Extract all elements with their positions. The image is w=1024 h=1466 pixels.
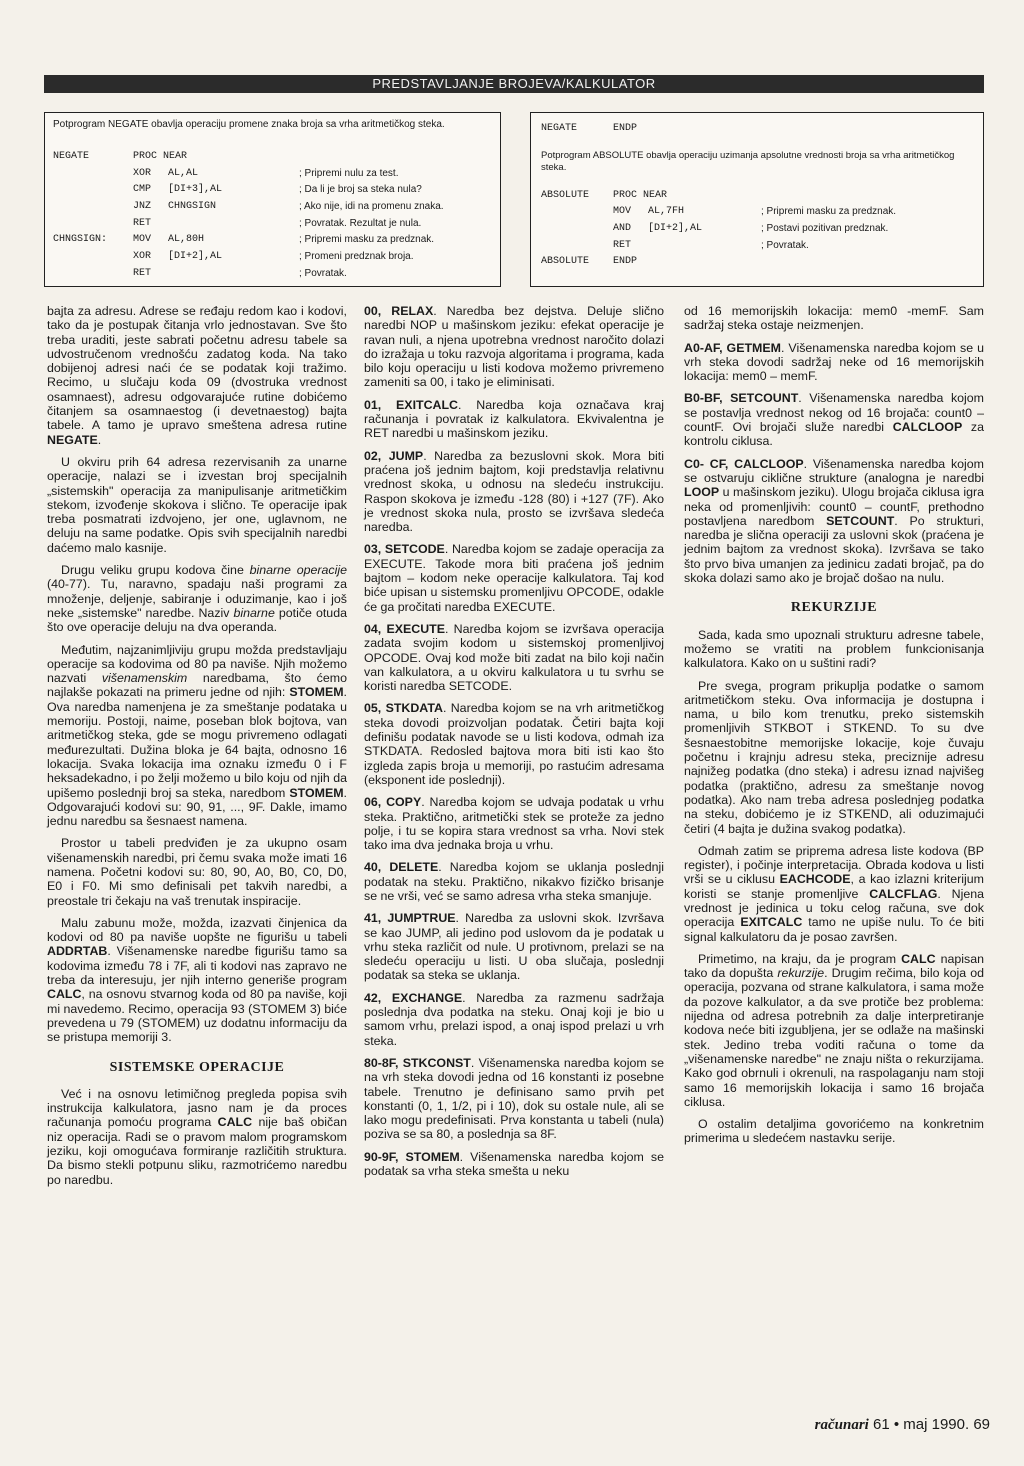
paragraph: B0-BF, SETCOUNT. Višenamenska naredba kojom se postavlja vrednost nekog od 16 brojača: count0 – countF. Ovi brojači služe naredbi CALCLOOP za kontrolu ciklusa. (684, 391, 984, 449)
paragraph: A0-AF, GETMEM. Višenamenska naredba kojom se u vrh steka dovodi sadržaj neke od 16 memorijskih lokacija: mem0 – memF. (684, 340, 984, 384)
instruction-code: 01, EXITCALC (364, 397, 458, 412)
text-column-1 (47, 304, 347, 1195)
code-row (541, 221, 973, 238)
paragraph: Malu zabunu može, možda, izazvati činjenica da kodovi od 80 pa naviše uopšte ne figurišu u tabeli ADDRTAB. Višenamenske naredbe figurišu tamo sa kodovima između 78 i 7F, ali ti kodovi nas zapravo ne treba da interesuju, jer njih interno generiše program CALC, na osnovu stvarnog koda od 80 pa naviše, koji mi navedemo. Recimo, operacija 93 (STOMEM 3) biće prevedena u 79 (STOMEM) uz dodatnu informaciju da se pristupa memoriji 3. (47, 915, 348, 1045)
code-row (53, 249, 492, 266)
instruction-entry (364, 622, 664, 693)
text-column-3 (684, 304, 984, 1154)
instruction-entry (364, 1056, 664, 1142)
paragraph: Već i na osnovu letimičnog pregleda popisa svih instrukcija kalkulatora, jasno nam je da proces računanja pomoću programa CALC nije baš običan niz operacija. Radi se o pravom malom programskom jeziku, koji omogućava formiranje različitih struktura. Da bismo stekli potpunu sliku, razmotrićemo naredbu po naredbu. (47, 1086, 347, 1187)
code-comment: ; Pripremi masku za predznak. (761, 206, 897, 218)
code-row (541, 254, 973, 271)
code-arg: [DI+2],AL (168, 251, 223, 263)
paragraph: Sada, kada smo upoznali strukturu adresne tabele, možemo se vratiti na problem funkcionisanja kalkulatora. Kako on u suštini radi? (684, 627, 984, 671)
code-arg: [DI+2],AL (648, 223, 703, 235)
instruction-code: 06, COPY (364, 795, 422, 810)
listing-negate (44, 112, 501, 287)
code-label: ABSOLUTE (541, 189, 590, 201)
instruction-text: . Naredba kojom se zadaje operacija za EXECUTE. Takode mora biti praćena još jednim bajtom – kodom neke operacije kalkulatora. Taj kod biće upisan u sistemsku promenljivu OPCODE, odakle će ga pročitati naredba EXECUTE. (364, 542, 664, 614)
paragraph: Primetimo, na kraju, da je program CALC napisan tako da dopušta rekurzije. Drugim rečima, bilo koja od operacija, pozvana od strane kalkulatora, i sama može da pozove kalkulator, a da sve protiče bez problema: nijedna od adresa potrebnih za dalje interpretiranje kodova neće biti izgubljena, jer se odlaže na mašinski stek. Jedino treba voditi računa o tome da „višenamenske naredbe" ne znaju ništa o rekurzijama. Kako god obrnuli i okrenuli, na raspolaganju nam stoji samo 16 memorijskih lokacija i samo 16 brojača ciklusa. (684, 951, 984, 1109)
code-op: RET (133, 217, 152, 229)
code-comment: ; Pripremi masku za predznak. (299, 234, 435, 246)
instruction-code: 40, DELETE (364, 860, 439, 875)
paragraph: bajta za adresu. Adrese se ređaju redom kao i kodovi, tako da je postupak čitanja vrlo jednostavan. Sve što treba uraditi, jeste sabrati početnu adresu tabele sa udvostručenom vrednošću zadatog koda. Na tako dobijenoj adresi naći će se podatak koji tražimo. Recimo, u slučaju koda 09 (dvostruka vrednost osamnaest), adresu odgovarajuće rutine dobićemo čitanjem sa osamnaestog (i devetnaestog) bajta tabele. A tamo je upravo smeštena adresa rutine NEGATE. (47, 304, 347, 447)
listing-caption: Potprogram NEGATE obavlja operaciju promene znaka broja sa vrha aritmetičkog steka. (53, 119, 445, 130)
instruction-entry (364, 449, 664, 535)
page-footer (670, 1416, 990, 1434)
instruction-text: . Naredba za uslovni skok. Izvršava se kao JUMP, ali jedino pod uslovom da je podatak u vrhu steka različit od nule. U protivnom, prelazi se na sledeću operaciju u listi. U oba slučaja, poslednji podatak sa steka se uklanja. (364, 911, 664, 983)
code-row (53, 166, 492, 183)
paragraph: od 16 memorijskih lokacija: mem0 -memF. Sam sadržaj steka ostaje neizmenjen. (684, 304, 984, 333)
code-op: AND (613, 223, 632, 235)
instruction-entry (364, 542, 664, 613)
code-arg: [DI+3],AL (168, 184, 223, 196)
code-op: MOV (133, 234, 152, 246)
instruction-text: . Višenamenska naredba kojom se na vrh steka dovodi jedna od 16 konstanti iz posebne tabele. Trenutno je definisano samo prvih pet konstanti (0, 1, 1/2, pi i 10), dok su ostale nule, ali se lako mogu predefinisati. Prva konstanta u tabeli (nula) poziva se sa 80, a poslednja sa 8F. (364, 1055, 665, 1142)
code-op: XOR (133, 167, 152, 179)
paragraph: U okviru prih 64 adresa rezervisanih za unarne operacije, nalazi se i izvestan broj specijalnih „sistemskih" operacija za manipulisanje aritmetičkim stekom, izvođenje skokova i slično. Te operacije ipak treba posmatrati izdvojeno, jer one, uglavnom, ne deluju na same podatke. Opis svih specijalnih naredbi daćemo malo kasnije. (47, 454, 347, 555)
code-op: ENDP (613, 123, 638, 134)
code-op: ENDP (613, 256, 638, 268)
instruction-code: 42, EXCHANGE (364, 990, 463, 1005)
instruction-text: . Naredba kojom se izvršava operacija zadata svojim kodom u sistemskoj promenljivoj OPCODE. Ovaj kod može biti zadat na bilo koji način van kalkulatora, a u okviru kalkulatora u tu svrhu se koristi naredba SETCODE. (364, 621, 664, 694)
paragraph: Drugu veliku grupu kodova čine binarne operacije (40-77). Tu, naravno, spadaju naši programi za množenje, deljenje, sabiranje i oduzimanje, kao i još neke „sistemske" naredbe. Naziv binarne potiče otuda što ove operacije deluju na dva operanda. (47, 563, 347, 635)
instruction-entry (364, 911, 664, 982)
code-op: MOV (613, 206, 632, 218)
code-op: PROC NEAR (613, 189, 668, 201)
code-comment: ; Ako nije, idi na promenu znaka. (299, 201, 444, 213)
code-listing (53, 149, 492, 283)
instruction-text: . Naredba za bezuslovni skok. Mora biti praćena još jednim bajtom, koji predstavlja relativnu vrednost skoka, u odnosu na sledeću instrukciju. Raspon skokova je između -128 (80) i +127 (7F). Ako je vrednost skoka nula, prosto se izvršava sledeća naredba. (364, 448, 664, 535)
instruction-text: . Naredba kojom se na vrh aritmetičkog steka dovodi proizvoljan podatak. Četiri bajta koji definišu podatak navode se u listi kodova, odmah iza STKDATA. Redosled bajtova mora biti isti kao što izgleda zapis broja u memoriji, po rastućim adresama (eksponent ide poslednji). (364, 701, 664, 787)
instruction-text: . Naredba bez dejstva. Deluje slično naredbi NOP u mašinskom jeziku: efekat operacije je ravan nuli, a njena upotrebna vrednost naročito dolazi do izražaja u toku razvoja algoritama i programa, kada bilo koju operaciju u listi kodova možemo privremeno zameniti sa 00, i tako je eliminisati. (364, 304, 664, 390)
listing-absolute (530, 112, 984, 287)
code-arg: CHNGSIGN (168, 201, 217, 213)
code-arg: AL,AL (168, 167, 199, 179)
code-row (53, 266, 492, 283)
code-comment: ; Povratak. Rezultat je nula. (299, 217, 422, 229)
paragraph: Pre svega, program prikuplja podatke o samom aritmetičkom steku. Ova informacija je dostupna i nama, u bilo kom trenutku, preko sistemskih promenljivih STKBOT i STKEND. To su dve šesnaestobitne memorijske lokacije, koje čuvaju početnu i krajnju adresu steka, preciznije adresu najnižeg podatka (dno steka) i adresu iznad najvišeg podatka (praktično, adresu za smeštanje novog podatka). Ako nam treba adresa poslednjeg podatka na steku, dobićemo je iz STKEND, ali oduzimajući četiri (4 bajta je dužina svakog podatka). (684, 678, 984, 836)
paragraph: O ostalim detaljima govorićemo na konkretnim primerima u sledećem nastavku serije. (684, 1117, 984, 1146)
code-op: PROC NEAR (133, 151, 188, 162)
code-comment: ; Promeni predznak broja. (299, 251, 414, 263)
code-comment: ; Postavi pozitivan predznak. (761, 223, 889, 235)
magazine-logo: računari (814, 1417, 869, 1433)
paragraph: Odmah zatim se pripremа adresa liste kodova (BP register), i počinje interpretacija. Obrada kodova u listi vrši se u ciklusu EACHCODE, a kao izlazni kriterijum koristi se stanje promenljive CALCFLAG. Njena vrednost je jedinica u toku celog računa, sve dok operacija EXITCALC tamo ne upiše nulu. To će biti signal kalkulatoru da je posao završen. (684, 843, 984, 944)
instruction-entry (364, 701, 664, 787)
instruction-code: 80-8F, STKCONST (364, 1055, 471, 1070)
code-comment: ; Povratak. (761, 239, 809, 251)
instruction-code: 05, STKDATA (364, 701, 443, 716)
code-op: RET (613, 239, 632, 251)
code-row (53, 199, 492, 216)
code-arg: AL,7FH (648, 206, 685, 218)
code-row (541, 204, 973, 221)
instruction-code: 03, SETCODE (364, 542, 445, 557)
code-row (541, 238, 973, 255)
code-comment: ; Pripremi nulu za test. (299, 167, 399, 179)
code-row (53, 149, 492, 166)
code-row (541, 188, 973, 205)
text-column-2 (364, 304, 664, 1178)
code-row (53, 232, 492, 249)
section-heading: SISTEMSKE OPERACIJE (109, 1059, 285, 1075)
instruction-entry (364, 860, 664, 903)
instruction-entry (364, 991, 664, 1048)
code-row (541, 121, 973, 138)
instruction-text: . Naredba kojom se uklanja poslednji podatak na steku. Praktično, nikakvo fizičko brisanje se ne vrši, već se samo adresa vrha steka smanjuje. (364, 860, 665, 903)
code-op: RET (133, 267, 152, 279)
code-comment: ; Povratak. (299, 267, 347, 279)
instruction-text: . Višenamenska naredba kojom se podatak sa vrha steka smešta u neku (364, 1149, 664, 1179)
instruction-code: 02, JUMP (364, 448, 424, 463)
instruction-code: 04, EXECUTE (364, 621, 445, 636)
instruction-text: . Naredba koja označava kraj računanja i povratak iz kalkulatora. Ekvivalentna je RET naredbi u mašinskom jeziku. (364, 397, 664, 441)
code-row (53, 216, 492, 233)
code-op: JNZ (133, 201, 152, 213)
issue-and-page: 61 • maj 1990. 69 (873, 1416, 990, 1433)
code-comment: ; Da li je broj sa steka nula? (299, 184, 422, 196)
code-op: CMP (133, 184, 152, 196)
code-op: XOR (133, 251, 152, 263)
paragraph: Prostor u tabeli predviđen je za ukupno osam višenamenskih naredbi, pri čemu svaka može imati 16 namena. Početni kodovi su: 80, 90, A0, B0, C0, D0, E0 i F0. Mi smo definisali pet takvih naredbi, a preostale tri čekaju na vaš trenutak inspiracije. (47, 836, 347, 908)
listing-caption: Potprogram ABSOLUTE obavlja operaciju uzimanja apsolutne vrednosti broja sa vrha aritmetičkog steka. (541, 149, 955, 173)
instruction-code: 41, JUMPTRUE (364, 911, 456, 926)
instruction-text: . Naredba kojom se udvaja podatak u vrhu steka. Praktično, aritmetički stek se proteže za jedno polje, i tu se kopira stara vrednost sa vrha. Novi stek tako ima dva jednaka broja u vrhu. (364, 795, 664, 853)
section-heading: REKURZIJE (790, 600, 878, 616)
section-header-band: PREDSTAVLJANJE BROJEVA/KALKULATOR (44, 75, 984, 93)
code-label: NEGATE (53, 151, 90, 162)
instruction-entry (364, 304, 664, 390)
code-arg: AL,80H (168, 234, 205, 246)
instruction-code: 90-9F, STOMEM (364, 1149, 460, 1164)
code-label: NEGATE (541, 123, 578, 134)
paragraph: C0- CF, CALCLOOP. Višenamenska naredba kojom se ostvaruju ciklične strukture (analogna je naredbi LOOP u mašinskom jeziku). Ulogu brojača ciklusa igra neka od promenljivih: count0 – countF, prethodno postavljena naredbom SETCOUNT. Po strukturi, naredba je slična operaciji za uslovni skok (praćena je jednim bajtom za vrednost skoka). Izvršava se tako što prvo biva umanjen za jedinicu zadati brojač, pa do skoka dolazi samo ako je brojač došao na nulu. (684, 456, 984, 586)
code-listing (541, 188, 973, 271)
code-row (53, 182, 492, 199)
instruction-text: . Naredba za razmenu sadržaja poslednja dva podatka na steku. Onaj koji je bio u samom vrhu, prelazi ispod, a onaj ispod prelazi u vrh steka. (364, 990, 664, 1048)
instruction-entry (364, 398, 664, 441)
code-label: ABSOLUTE (541, 256, 590, 268)
instruction-code: 00, RELAX (364, 304, 434, 318)
instruction-entry (364, 1150, 664, 1179)
instruction-entry (364, 795, 664, 852)
paragraph: Međutim, najzanimljiviju grupu možda predstavljaju operacije sa kodovima od 80 pa naviše. Njih možemo nazvati višenamenskim naredbama, što ćemo najlakše pokazati na primeru jedne od njih: STOMEM. Ova naredba namenjena je za smeštanje podataka u memoriju. Postoji, naime, poseban blok bojtova, van aritmetičkog steka, gde se mogu privremeno odlagati međurezultati. Dužina bloka je 64 bajta, odnosno 16 lokacija. Svaka lokacija ima oznaku između 0 i F heksadekadno, i po želji možemo u bilo koju od njih da upišemo poslednji broj sa steka, naredbom STOMEM. Odgovarajući kodovi su: 90, 91, ..., 9F. Dakle, imamo jednu naredbu sa šesnaest namena. (47, 642, 347, 829)
code-label: CHNGSIGN: (53, 234, 108, 246)
